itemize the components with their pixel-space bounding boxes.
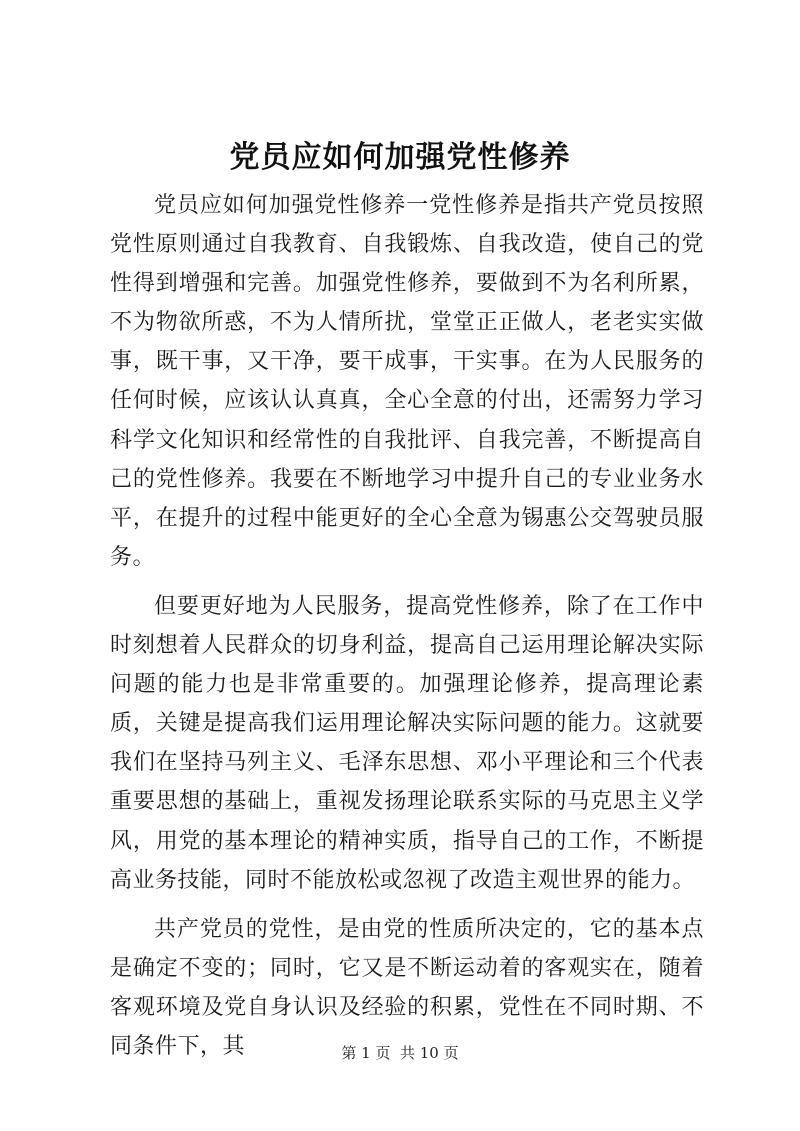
paragraph: 党员应如何加强党性修养一党性修养是指共产党员按照党性原则通过自我教育、自我锻炼、自我改造，使自己的党性得到增强和完善。加强党性修养，要做到不为名利所累，不为物欲所惑，不为人情所扰，堂堂正正做人，老老实实做事，既干事，又干净，要干成事，干实事。在为人民服务的任何时候，应该认认真真，全心全意的付出，还需努力学习科学文化知识和经常性的自我批评、自我完善，不断提高自己的党性修养。我要在不断地学习中提升自己的专业业务水平，在提升的过程中能更好的全心全意为锡惠公交驾驶员服务。	[110, 193, 704, 570]
paragraph: 但要更好地为人民服务，提高党性修养，除了在工作中时刻想着人民群众的切身利益，提高自己运用理论解决实际问题的能力也是非常重要的。加强理论修养，提高理论素质，关键是提高我们运用理论解决实际问题的能力。这就要我们在坚持马列主义、毛泽东思想、邓小平理论和三个代表重要思想的基础上，重视发扬理论联系实际的马克思主义学风，用党的基本理论的精神实质，指导自己的工作，不断提高业务技能，同时不能放松或忽视了改造主观世界的能力。	[110, 593, 704, 893]
page-number-label: 第 1 页 共 10 页	[341, 1044, 459, 1062]
document-title: 党员应如何加强党性修养	[229, 140, 571, 175]
document-body	[110, 186, 704, 1076]
page-footer	[0, 1043, 800, 1063]
paragraph: 共产党员的党性，是由党的性质所决定的，它的基本点是确定不变的；同时，它又是不断运动着的客观实在，随着客观环境及党自身认识及经验的积累，党性在不同时期、不同条件下，其	[110, 916, 704, 1059]
